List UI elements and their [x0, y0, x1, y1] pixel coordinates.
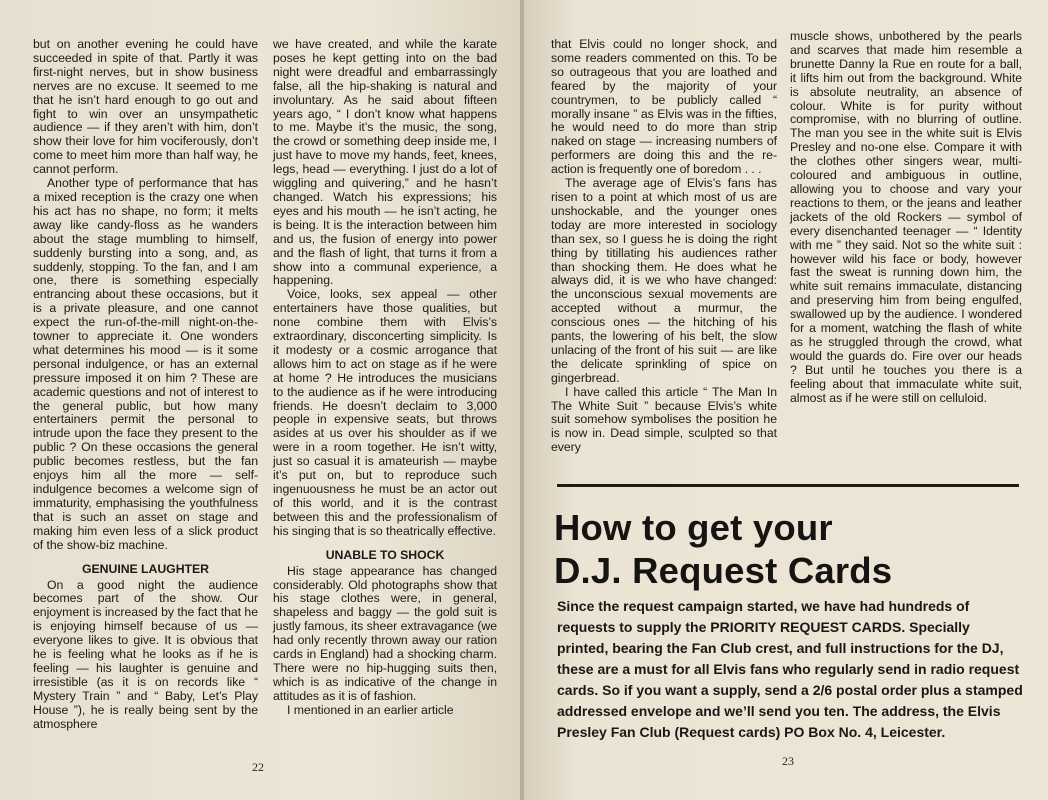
- right-column-2: [790, 30, 1022, 405]
- left-page: [0, 0, 522, 800]
- page-number: 22: [252, 760, 264, 774]
- right-page: [524, 0, 1048, 800]
- ad-title-line-1: How to get your: [554, 507, 833, 548]
- paragraph: Another type of performance that has a mixed reception is the crazy one when his act has no shape, no form; it melts away like candy-floss as he wanders about the stage mumbling to himself, suddenly bursting into a song, and, as suddenly, stopping. To the fan, and I am one, there is something especially entrancing about these occasions, but it is a private pleasure, and one cannot expect the run-of-the-mill night-on-the-towner to appreciate it. One wonders what determines his mood — is it some personal indulgence, or has an external pressure imposed it on him ? These are academic questions and not of interest to the general public, but how many entertainers permit the personal to intrude upon the face they present to the public ? On these occasions the general public becomes restless, but the fan enjoys him all the more — self-indulgence becomes a welcome sign of immaturity, emphasising the youthfulness that is such an asset on stage and making him even less of a slick product of the show-biz machine.: [33, 176, 258, 552]
- paragraph: The average age of Elvis’s fans has risen to a point at which most of us are unshockable, and the younger ones today are more interested in sociology than sex, so I guess he is doing the right thing by titillating his audiences rather than shocking them. He does what he always did, it is we who have changed: the unconscious sexual movements are accepted without a murmur, the conscious ones — the hitching of his pants, the lowering of his belt, the slow unlacing of the front of his suit — are like the delicate sprinkling of spice on gingerbread.: [551, 176, 777, 385]
- paragraph: but on another evening he could have succeeded in spite of that. Partly it was first-night nerves, but in show business nerves are no excuse. It seemed to me that he isn’t hard enough to go out and fight to win over an unsympathetic audience — if they aren’t with him, don’t show their love for him vociferously, don’t come to meet him more than half way, he cannot perform.: [33, 37, 258, 177]
- page-number: 23: [782, 754, 794, 768]
- right-column-1: [551, 38, 777, 455]
- paragraph: His stage appearance has changed considerably. Old photographs show that his stage clothes were, in general, shapeless and baggy — the gold suit is justly famous, its sheer extravagance (we had only recently thrown away our ration cards in England) had a shocking charm. There were no hip-hugging suits then, which is as indicative of the change in attitudes as it is of fashion.: [273, 563, 497, 703]
- paragraph: Voice, looks, sex appeal — other entertainers have those qualities, but none combine them with Elvis’s extraordinary, disconcerting simplicity. Is it modesty or a cosmic arrogance that allows him to act on stage as if he were at home ? He introduces the musicians to the audience as if he were introducing friends. He doesn’t declaim to 3,000 people in expensive seats, but throws asides at us over his shoulder as if we were in a room together. He isn’t witty, just so casual it is amateurish — maybe it’s put on, but to reproduce such ingenuousness he must be an actor out of this world, and it is the contrast between this and the professionalism of his singing that is so theatrically effective.: [273, 287, 497, 538]
- paragraph: I have called this article “ The Man In The White Suit ” because Elvis’s white suit somehow symbolises the position he is now in. Dead simple, sculpted so that every: [551, 384, 777, 455]
- ad-body: Since the request campaign started, we have had hundreds of requests to supply the PRIORITY REQUEST CARDS. Specially printed, bearing the Fan Club crest, and full instructions for the DJ, these are a must for all Elvis fans who regularly send in radio request cards. So if you want a supply, send a 2/6 postal order plus a stamped addressed envelope and we’ll send you ten. The address, the Elvis Presley Fan Club (Request cards) PO Box No. 4, Leicester.: [557, 598, 1023, 740]
- section-heading-unable-to-shock: UNABLE TO SHOCK: [325, 547, 445, 562]
- paragraph: that Elvis could no longer shock, and some readers commented on this. To be so outrageous that you are loathed and feared by the majority of your countrymen, to be publicly called “ morally insane ” as Elvis was in the fifties, he would need to do more than strip naked on stage — increasing numbers of performers are doing this and the re-action is frequently one of boredom . . .: [551, 37, 777, 177]
- paragraph: we have created, and while the karate poses he kept getting into on the bad night were dreadful and embarrassingly false, all the hip-shaking is natural and involuntary. As he said about fifteen years ago, “ I don’t know what happens to me. Maybe it’s the music, the song, the crowd or something deep inside me, I just have to move my hands, feet, knees, legs, head — everything. I just do a lot of wiggling and quivering,” and he hasn’t changed. Watch his expressions; his eyes and his mouth — he isn’t acting, he is being. It is the interaction between him and us, the fusion of energy into power and the flash of light, that turns it from a show into a communal experience, a happening.: [273, 37, 497, 288]
- left-column-1: [33, 38, 258, 732]
- ad-title-line-2: D.J. Request Cards: [554, 550, 893, 591]
- paragraph: I mentioned in an earlier article: [287, 702, 454, 717]
- paragraph: muscle shows, unbothered by the pearls and scarves that made him resemble a brunette Danny la Rue en route for a ball, it lifts him out from the background. White is absolute neutrality, an absence of colour. White is for purity without compromise, with no blurring of outline. The man you see in the white suit is Elvis Presley and no-one else. Compare it with the clothes other singers wear, multi-coloured and ambiguous in outline, allowing you to choose and vary your reactions to them, or the jeans and leather jackets of the old Rockers — symbol of every disenchanted teenager — “ Identity with me ” they said. Not so the white suit : however wild his face or body, however fast the sweat is running down him, the white suit remains immaculate, distancing and preserving him from being engulfed, swallowed up by the audience. I wondered for a moment, watching the flash of white as he struggled through the crowd, what would the guards do. Fire over our heads ? But until he touches you there is a feeling about that immaculate white suit, almost as if he were still on celluloid.: [790, 29, 1022, 405]
- left-column-2: [273, 38, 497, 718]
- section-heading-genuine-laughter: GENUINE LAUGHTER: [82, 561, 209, 576]
- paragraph: On a good night the audience becomes part of the show. Our enjoyment is increased by the fact that he is enjoying himself because of us — everyone likes to give. It is obvious that he is feeling what he looks as if he is feeling — his laughter is genuine and irresistible (as it is on records like “ Mystery Train ” and “ Baby, Let’s Play House ”), he is really being sent by the atmosphere: [33, 577, 258, 731]
- divider-rule: [557, 484, 1019, 487]
